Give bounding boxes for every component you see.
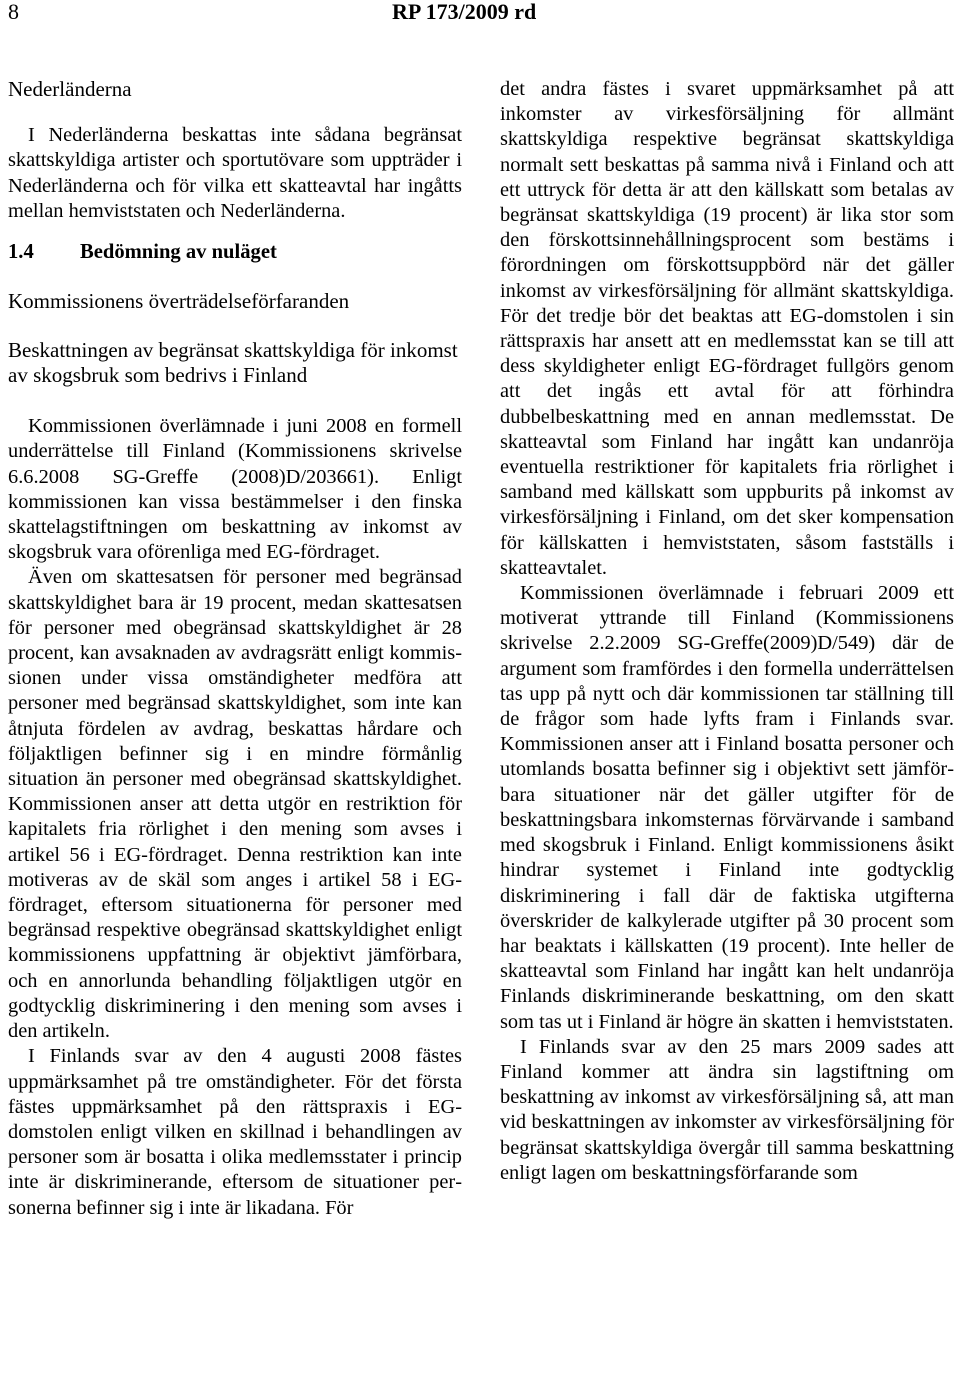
right-column <box>500 77 954 1186</box>
body-paragraph: I Finlands svar av den 25 mars 2009 sades att Finland kommer att ändra sin lagstiftning om beskattning av inkomst av virkesförsäljning så, att man vid beskattningen av inkomster av virkesförsäljning för begränsat skattskyldiga övergår till samma beskattning enligt lagen om beskattningsförfarande som <box>500 1035 954 1184</box>
left-column <box>8 75 462 1221</box>
body-paragraph: Kommissionen överlämnade i februari 2009 ett motiverat yttrande till Finland (Kommissionens skrivelse 2.2.2009 SG-Greffe(2009)D/549) där de argument som framfördes i den formella underrättelsen tas upp på nytt och där kommissionen tar ställning till de frågor som hade lyfts fram i Finlands svar. Kommissionen anser att i Finland bosatta personer och utomlands bosatta befinner sig i objektivt sett jämförbara situationer när det gäller utgifter för de beskattningsbara inkomsternas förvärvande i samband med skogsbruk i Finland. Enligt kommissionens åsikt hindrar systemet i Finland inte godtycklig diskriminering i fall där de faktiska utgifterna överskrider de kalkylerade utgifter på 30 procent som har beaktats i källskatten (19 procent). Inte heller de skatteavtal som Finland har ingått kan helt undanröja Finlands diskriminerande beskattning, om den skatt som tas ut i Finland är högre än skatten i hemviststaten. <box>500 582 954 1033</box>
subheading-forestry-tax: Beskattningen av begränsat skattskyldiga för inkomst av skogsbruk som bedrivs i Finland <box>8 338 458 388</box>
netherlands-paragraph: I Nederländerna beskattas inte sådana begränsat skattskyldiga artister och sportutövare som uppträder i Nederländerna och för vilka ett skatteavtal har ingåtts mellan hemviststaten och Nederländerna. <box>8 124 462 222</box>
subheading-infringement: Kommissionens överträdelseförfaranden <box>8 289 350 314</box>
body-paragraph: det andra fästes i svaret uppmärksamhet på att inkomster av virkesförsäljning för allmänt skattskyldiga respektive begränsat skattskyldiga normalt sett beskattas på samma nivå i Finland och att ett uttryck för detta är att den källskatt som betalas av begränsat skattskyldiga (19 procent) är lika stor som den förskottsinnehållningsprocent som bestäms i förordningen om förskottsuppbörd när det gäller inkomst av virkesförsäljning för allmänt skattskyldiga. För det tredje bör det beaktas att EG-domstolen i sin rättspraxis har ansett att en medlemsstat kan se till att dess skyldigheter enligt EG-fördraget fullgörs genom att det ingås ett avtal för att förhindra dubbelbeskattning med en annan medlemsstat. De skatteavtal som Finland har ingått kan undanröja eventuella restriktioner för kapitalets fria rörlighet i samband med källskatt som uppburits på inkomst av virkesförsäljning i Finland, om det sker kompensation för källskatten i hemviststaten, såsom fastställs i skatteavtalet. <box>500 78 954 579</box>
body-paragraph: Även om skattesatsen för personer med begränsad skattskyldighet bara är 19 procent, medan skattesatsen för personer med obegränsad skattskyldighet är 28 procent, kan avsaknaden av avdragsrätt enligt kommissionen under vissa omständigheter medföra att personer med begränsad skattskyldighet, som inte kan åtnjuta fördelen av avdrag, beskattas hårdare och följaktligen befinner sig i en mindre förmånlig situation än personer med obegränsad skattskyldighet. Kommissionen anser att detta utgör en restriktion för kapitalets fria rörlighet i den mening som avses i artikel 56 i EG-fördraget. Denna restriktion kan inte motiveras av de skäl som anges i artikel 58 i EG-fördraget, eftersom situationerna för personer med begränsad respektive obegränsad skattskyldighet enligt kommissionens uppfattning är objektivt jämförbara, och en annorlunda behandling följaktligen utgör en godtycklig diskriminering i den mening som avses i den artikeln. <box>8 566 462 1043</box>
body-paragraph: Kommissionen överlämnade i juni 2008 en formell underrättelse till Finland (Kommissionens skrivelse 6.6.2008 SG-Greffe (2008)D/203661). Enligt kommissionen kan vissa bestämmelser i den finska skattelagstiftningen om beskattning av inkomst av skogsbruk vara oförenliga med EG-fördraget. <box>8 415 462 564</box>
document-id: RP 173/2009 rd <box>392 0 537 24</box>
country-heading: Nederländerna <box>8 77 132 101</box>
page-number: 8 <box>8 0 19 24</box>
body-paragraph: I Finlands svar av den 4 augusti 2008 fästes uppmärksamhet på tre omständigheter. För det första fästes uppmärksamhet på den rättspraxis i EG-domstolen enligt vilken en skillnad i behandlingen av personer som är bosatta i olika medlemsstater i princip inte är diskriminerande, eftersom de situationer personerna befinner sig i inte är likadana. För <box>8 1045 462 1219</box>
section-heading <box>8 240 462 265</box>
section-title: Bedömning av nuläget <box>80 241 277 264</box>
section-number: 1.4 <box>8 241 34 264</box>
